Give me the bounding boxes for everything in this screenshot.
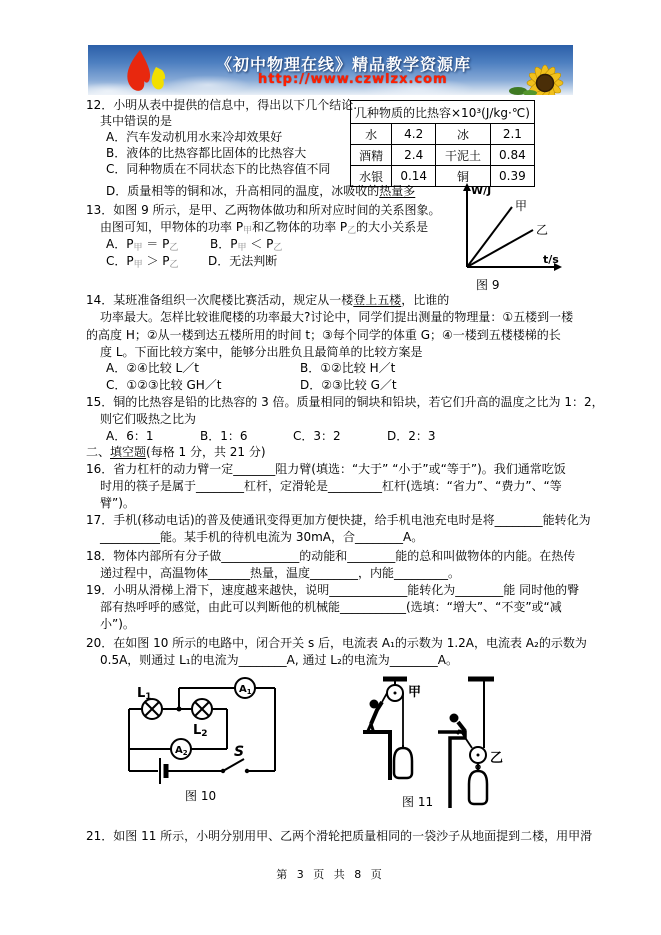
q15-option-d: D．2：3 bbox=[387, 429, 436, 443]
q12-option-a: A．汽车发动机用水来冷却效果好 bbox=[106, 130, 283, 144]
fig10-ammeter1-label: $A_1$ bbox=[239, 684, 252, 696]
sunflower-icon bbox=[508, 55, 573, 95]
banner-title: 《初中物理在线》精品教学资源库 bbox=[216, 55, 472, 74]
fig9-ylabel: W/J bbox=[471, 184, 492, 197]
q16-line3: 臂”)。 bbox=[100, 496, 135, 510]
logo-flame-icon bbox=[110, 47, 180, 95]
specific-heat-table bbox=[350, 100, 535, 187]
q15-line2: 则它们吸热之比为 bbox=[100, 412, 197, 426]
q12-option-d: D．质量相等的铜和冰，升高相同的温度，冰吸收的热量多 bbox=[106, 184, 416, 198]
fig10-ammeter2-label: $A_2$ bbox=[175, 745, 188, 757]
fig10-switch-label: S bbox=[234, 744, 245, 760]
fig10-lamp1-label: L1 bbox=[137, 686, 152, 702]
q14-line3: 的高度 H；②从一楼到达五楼所用的时间 t；③每个同学的体重 G；④一楼到五楼楼梯的长 bbox=[86, 328, 561, 342]
q16-line1: 16．省力杠杆的动力臂一定_______阻力臂(填选：“大于” “小于”或“等于”)。我们通常吃饭 bbox=[86, 462, 566, 476]
q13-option-d: D．无法判断 bbox=[208, 254, 278, 268]
q21-line1: 21．如图 11 所示，小明分别用甲、乙两个滑轮把质量相同的一袋沙子从地面提到二楼，用甲滑 bbox=[86, 829, 593, 843]
q13-option-c: C．$P_甲 > P_乙$ bbox=[106, 254, 179, 270]
q13-line1: 13．如图 9 所示，是甲、乙两物体做功和所对应时间的关系图象。 bbox=[86, 203, 441, 217]
table-row: 水 4.2 冰 2.1 bbox=[351, 124, 535, 145]
q18-line1: 18．物体内部所有分子做_____________的动能和________能的总和叫做物体的内能。在热传 bbox=[86, 549, 576, 563]
q18-line2: 递过程中，高温物体_______热量，温度________，内能_________。 bbox=[100, 566, 461, 580]
fig11-caption: 图 11 bbox=[402, 795, 434, 809]
fig9-line-jia-label: 甲 bbox=[515, 199, 528, 213]
q12-line1: 12．小明从表中提供的信息中，得出以下几个结论. bbox=[86, 98, 358, 112]
q12-line2: 其中错误的是 bbox=[100, 114, 173, 128]
fig10-lamp2-label: L2 bbox=[193, 723, 208, 739]
page-number: 第 3 页 共 8 页 bbox=[276, 868, 385, 881]
q15-option-a: A．6：1 bbox=[106, 429, 154, 443]
q14-line1: 14．某班准备组织一次爬楼比赛活动，规定从一楼登上五楼，比谁的 bbox=[86, 293, 450, 307]
fig9-graph bbox=[448, 182, 580, 274]
section2-heading: 二、填空题(每格 1 分，共 21 分) bbox=[86, 445, 266, 459]
q19-line2: 部有热呼呼的感觉，由此可以判断他的机械能___________(选填：“增大”、“不变”或“减 bbox=[100, 600, 562, 614]
q15-line1: 15．铜的比热容是铅的比热容的 3 倍。质量相同的铜块和铅块，若它们升高的温度之比为 1：2， bbox=[86, 395, 604, 409]
table-row: 水银 0.14 铜 0.39 bbox=[351, 166, 535, 187]
q16-line2: 时用的筷子是属于________杠杆，定滑轮是_________杠杆(选填：“省力”、“费力”、“等 bbox=[100, 479, 562, 493]
q14-option-b: B．①②比较 H／t bbox=[300, 361, 396, 375]
fig9-xlabel: t/s bbox=[543, 253, 559, 266]
table-title: 几种物质的比热容×10³(J/kg·℃) bbox=[351, 101, 535, 124]
fig11-jia-label: 甲 bbox=[408, 685, 422, 700]
q14-option-d: D．②③比较 G／t bbox=[300, 378, 397, 392]
fig10-circuit-diagram bbox=[103, 670, 318, 788]
q17-line2: __________能。某手机的待机电流为 30mA，合________A。 bbox=[100, 530, 424, 544]
fig11-yi-label: 乙 bbox=[490, 751, 504, 766]
fig10-caption: 图 10 bbox=[185, 789, 217, 803]
q12-option-c: C．同种物质在不同状态下的比热容值不同 bbox=[106, 162, 331, 176]
q13-line2: 由图可知，甲物体的功率 $P_甲$和乙物体的功率 $P_乙$的大小关系是 bbox=[100, 220, 429, 236]
fig9-caption: 图 9 bbox=[476, 278, 500, 292]
q14-line4: 度 L。下面比较方案中，能够分出胜负且最简单的比较方案是 bbox=[100, 345, 423, 359]
q17-line1: 17．手机(移动电话)的普及使通讯变得更加方便快捷，给手机电池充电时是将________能转化为 bbox=[86, 513, 591, 527]
q14-line2: 功率最大。怎样比较谁爬楼的功率最大?讨论中，同学们提出测量的物理量：①五楼到一楼 bbox=[100, 310, 574, 324]
fig9-line-yi-label: 乙 bbox=[536, 223, 549, 237]
q13-option-b: B．$P_甲 < P_乙$ bbox=[210, 237, 283, 253]
q14-option-c: C．①②③比较 GH／t bbox=[106, 378, 222, 392]
site-banner bbox=[88, 45, 573, 95]
q15-option-c: C．3：2 bbox=[293, 429, 341, 443]
table-row: 酒精 2.4 干泥土 0.84 bbox=[351, 145, 535, 166]
q12-option-b: B．液体的比热容都比固体的比热容大 bbox=[106, 146, 307, 160]
q15-option-b: B．1：6 bbox=[200, 429, 248, 443]
q19-line1: 19．小明从滑梯上滑下，速度越来越快，说明_____________能转化为________能 同时他的臀 bbox=[86, 583, 580, 597]
q20-line1: 20．在如图 10 所示的电路中，闭合开关 s 后，电流表 A₁的示数为 1.2A，电流表 A₂的示数为 bbox=[86, 636, 587, 650]
q13-option-a: A．$P_甲 = P_乙$ bbox=[106, 237, 179, 253]
q19-line3: 小”)。 bbox=[100, 617, 135, 631]
fig11-pulley-diagram bbox=[338, 668, 548, 818]
q20-line2: 0.5A，则通过 L₁的电流为________A, 通过 L₂的电流为________A。 bbox=[100, 653, 458, 667]
q14-option-a: A．②④比较 L／t bbox=[106, 361, 199, 375]
banner-url: http://www.czwlzx.com bbox=[258, 72, 448, 87]
